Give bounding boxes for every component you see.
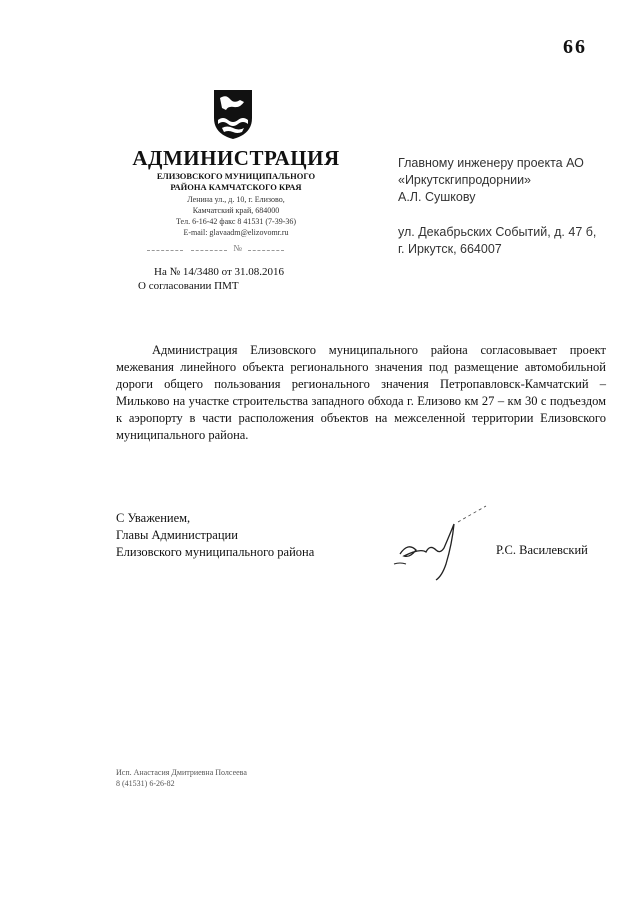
org-address: Ленина ул., д. 10, г. Елизово, — [187, 195, 285, 204]
org-address: Камчатский край, 684000 — [192, 206, 280, 215]
outgoing-number — [143, 243, 323, 253]
closing-position: Главы Администрации — [116, 528, 238, 542]
handwritten-signature — [380, 504, 490, 584]
org-email: E-mail: glavaadm@elizovomr.ru — [183, 228, 289, 237]
recipient-block — [398, 155, 608, 206]
org-phone: Тел. 6-16-42 факс 8 41531 (7-39-36) — [175, 217, 297, 226]
coat-of-arms-icon — [212, 88, 254, 140]
number-sign: № — [233, 243, 242, 253]
executor-name: Исп. Анастасия Дмитриевна Полсеева — [116, 768, 247, 777]
org-subtitle: РАЙОНА КАМЧАТСКОГО КРАЯ — [170, 182, 302, 192]
recipient-address — [398, 224, 608, 258]
letter-body: Администрация Елизовского муниципального района согласовывает проект межевания линейного объекта регионального значения под размещение автомобильной дороги общего пользования регионального значения Петропавловск-Камчатский – Мильково на участке строительства западного обхода г. Елизово км 27 – км 30 с подъездом к аэропорту в части расположения объектов на межселенной территории Елизовского муниципального района. — [116, 343, 606, 442]
recipient-city: г. Иркутск, 664007 — [398, 242, 502, 256]
signer-name: Р.С. Василевский — [496, 543, 588, 557]
closing-organization: Елизовского муниципального района — [116, 545, 315, 559]
recipient-company: «Иркутскгипродорнии» — [398, 173, 532, 187]
org-title: АДМИНИСТРАЦИЯ — [132, 146, 340, 170]
page-number: 66 — [563, 36, 587, 58]
subject-line: О согласовании ПМТ — [138, 280, 239, 292]
recipient-name: А.Л. Сушкову — [398, 190, 476, 204]
org-subtitle: ЕЛИЗОВСКОГО МУНИЦИПАЛЬНОГО — [156, 171, 316, 181]
reference-line: На № 14/3480 от 31.08.2016 — [154, 266, 285, 278]
recipient-street: ул. Декабрьских Событий, д. 47 б, — [398, 225, 597, 239]
executor-phone: 8 (41531) 6-26-82 — [116, 779, 175, 788]
recipient-title: Главному инженеру проекта АО — [398, 156, 584, 170]
closing-block — [116, 510, 376, 561]
closing-greeting: С Уважением, — [116, 511, 191, 525]
